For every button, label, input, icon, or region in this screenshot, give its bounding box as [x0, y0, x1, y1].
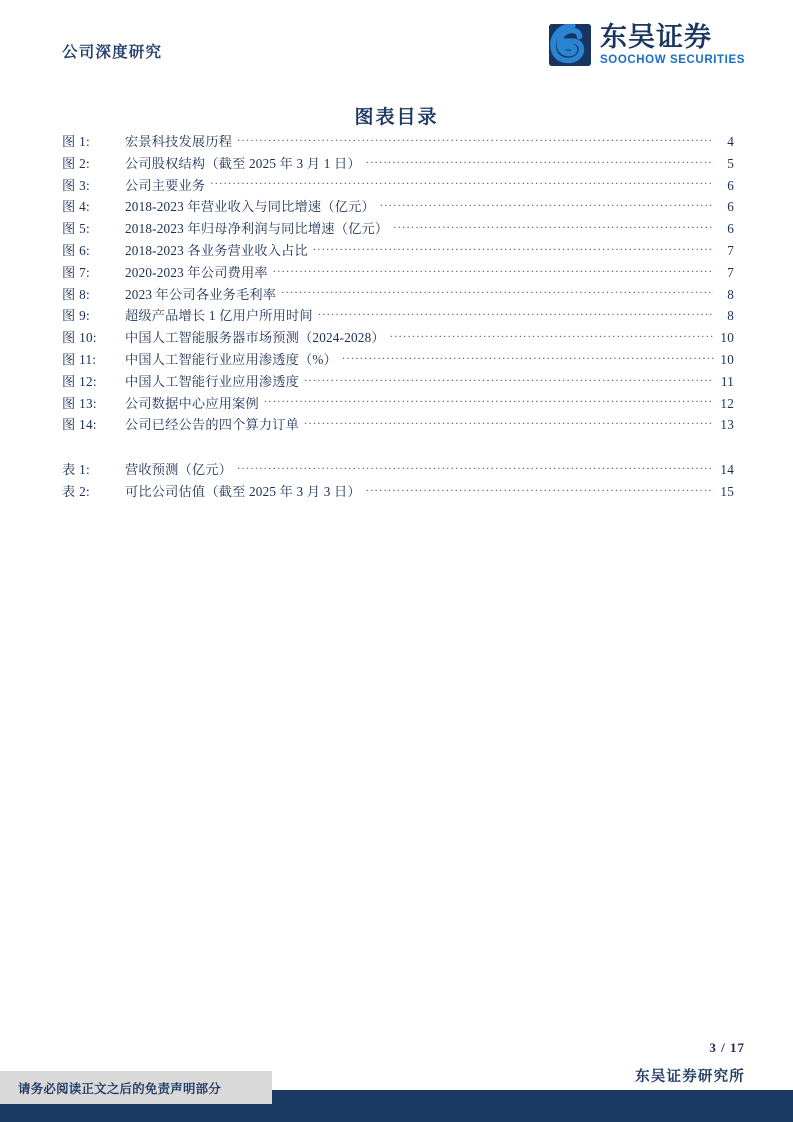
toc-entry-page: 7 [727, 264, 734, 280]
toc-entry-page: 4 [727, 134, 734, 149]
toc-entry-label: 图 3: [62, 177, 90, 193]
toc-entry-label: 图 9: [62, 308, 90, 324]
toc-entry[interactable] [62, 153, 734, 175]
toc-entry-label: 图 14: [62, 417, 97, 433]
toc-entry-label: 图 7: [62, 264, 90, 280]
toc-entry[interactable] [62, 131, 734, 153]
toc-entry[interactable] [62, 218, 734, 240]
footer-disclaimer [0, 1071, 272, 1104]
toc-entry-page: 10 [720, 330, 734, 346]
toc-entry-page: 14 [720, 462, 734, 478]
toc-dot-leader [210, 176, 714, 189]
toc-entry-label: 图 6: [62, 242, 90, 258]
toc-entry-page: 6 [727, 221, 734, 237]
table-of-contents [62, 131, 734, 503]
toc-group-figures [62, 131, 734, 436]
toc-dot-leader [313, 242, 714, 255]
toc-entry-page: 8 [727, 308, 734, 324]
toc-entry[interactable] [62, 371, 734, 393]
toc-dot-leader [390, 329, 714, 342]
toc-entry-page: 11 [720, 373, 734, 389]
page-header [0, 0, 793, 92]
toc-entry-page: 10 [720, 351, 734, 367]
logo-english-name: SOOCHOW SECURITIES [600, 54, 745, 66]
toc-group-tables [62, 459, 734, 503]
toc-entry-label: 图 4: [62, 199, 90, 215]
toc-entry[interactable] [62, 393, 734, 415]
toc-entry-text: 宏景科技发展历程 [125, 134, 233, 149]
toc-entry-text: 2018-2023 年营业收入与同比增速（亿元） [125, 199, 375, 215]
toc-entry-label: 图 12: [62, 373, 97, 389]
toc-entry-page: 6 [727, 199, 734, 215]
toc-dot-leader [273, 264, 714, 277]
toc-dot-leader [237, 133, 714, 146]
toc-entry-label: 图 2: [62, 155, 90, 171]
toc-entry-text: 营收预测（亿元） [125, 462, 233, 478]
toc-dot-leader [380, 198, 714, 211]
toc-dot-leader [304, 416, 714, 429]
toc-entry[interactable] [62, 175, 734, 197]
toc-entry-page: 13 [720, 417, 734, 433]
toc-entry-page: 6 [727, 177, 734, 193]
toc-dot-leader [366, 155, 714, 168]
soochow-swirl-mark-icon [549, 24, 591, 66]
toc-entry[interactable] [62, 327, 734, 349]
toc-entry[interactable] [62, 349, 734, 371]
toc-entry[interactable] [62, 240, 734, 262]
toc-dot-leader [318, 307, 714, 320]
toc-entry-text: 公司主要业务 [125, 177, 206, 193]
toc-entry-label: 表 1: [62, 462, 90, 478]
toc-entry-text: 公司股权结构（截至 2025 年 3 月 1 日） [125, 155, 361, 171]
toc-entry-label: 图 11: [62, 351, 97, 367]
toc-entry-text: 2018-2023 年归母净利润与同比增速（亿元） [125, 221, 389, 237]
toc-entry-text: 中国人工智能服务器市场预测（2024-2028） [125, 330, 385, 346]
footer-organization: 东吴证券研究所 [635, 1069, 745, 1085]
toc-entry-text: 可比公司估值（截至 2025 年 3 月 3 日） [125, 483, 361, 499]
page-title: 图表目录 [354, 107, 439, 128]
toc-entry-text: 中国人工智能行业应用渗透度（%） [125, 351, 337, 367]
toc-entry[interactable] [62, 196, 734, 218]
toc-dot-leader [342, 351, 714, 364]
logo-chinese-name: 东吴证券 [600, 22, 713, 53]
toc-entry-text: 2018-2023 各业务营业收入占比 [125, 242, 308, 258]
toc-entry[interactable] [62, 305, 734, 327]
toc-dot-leader [281, 285, 714, 298]
toc-entry-label: 图 13: [62, 395, 97, 411]
toc-entry[interactable] [62, 284, 734, 306]
toc-entry-page: 7 [727, 242, 734, 258]
toc-dot-leader [304, 373, 714, 386]
footer-disclaimer-text: 请务必阅读正文之后的免责声明部分 [18, 1081, 222, 1096]
toc-entry-label: 图 10: [62, 330, 97, 346]
toc-entry-text: 公司已经公告的四个算力订单 [125, 417, 300, 433]
toc-entry-label: 图 1: [62, 134, 90, 149]
toc-entry-page: 5 [727, 155, 734, 171]
toc-dot-leader [393, 220, 714, 233]
toc-entry[interactable] [62, 481, 734, 503]
toc-entry[interactable] [62, 262, 734, 284]
toc-entry-page: 15 [720, 483, 734, 499]
toc-dot-leader [237, 461, 714, 474]
toc-entry-text: 公司数据中心应用案例 [125, 395, 259, 411]
toc-entry[interactable] [62, 414, 734, 436]
toc-entry-text: 中国人工智能行业应用渗透度 [125, 373, 300, 389]
toc-entry-label: 图 8: [62, 286, 90, 302]
toc-entry-text: 2023 年公司各业务毛利率 [125, 286, 277, 302]
toc-entry-text: 2020-2023 年公司费用率 [125, 264, 268, 280]
toc-entry-text: 超级产品增长 1 亿用户所用时间 [125, 308, 313, 324]
toc-entry-label: 表 2: [62, 483, 90, 499]
toc-entry-page: 8 [727, 286, 734, 302]
footer-page-number: 3 / 17 [709, 1040, 745, 1055]
toc-dot-leader [264, 394, 714, 407]
toc-entry-label: 图 5: [62, 221, 90, 237]
toc-entry-page: 12 [720, 395, 734, 411]
document-type-label: 公司深度研究 [62, 44, 163, 61]
toc-entry[interactable] [62, 459, 734, 481]
company-logo [549, 24, 745, 67]
toc-dot-leader [366, 483, 714, 496]
